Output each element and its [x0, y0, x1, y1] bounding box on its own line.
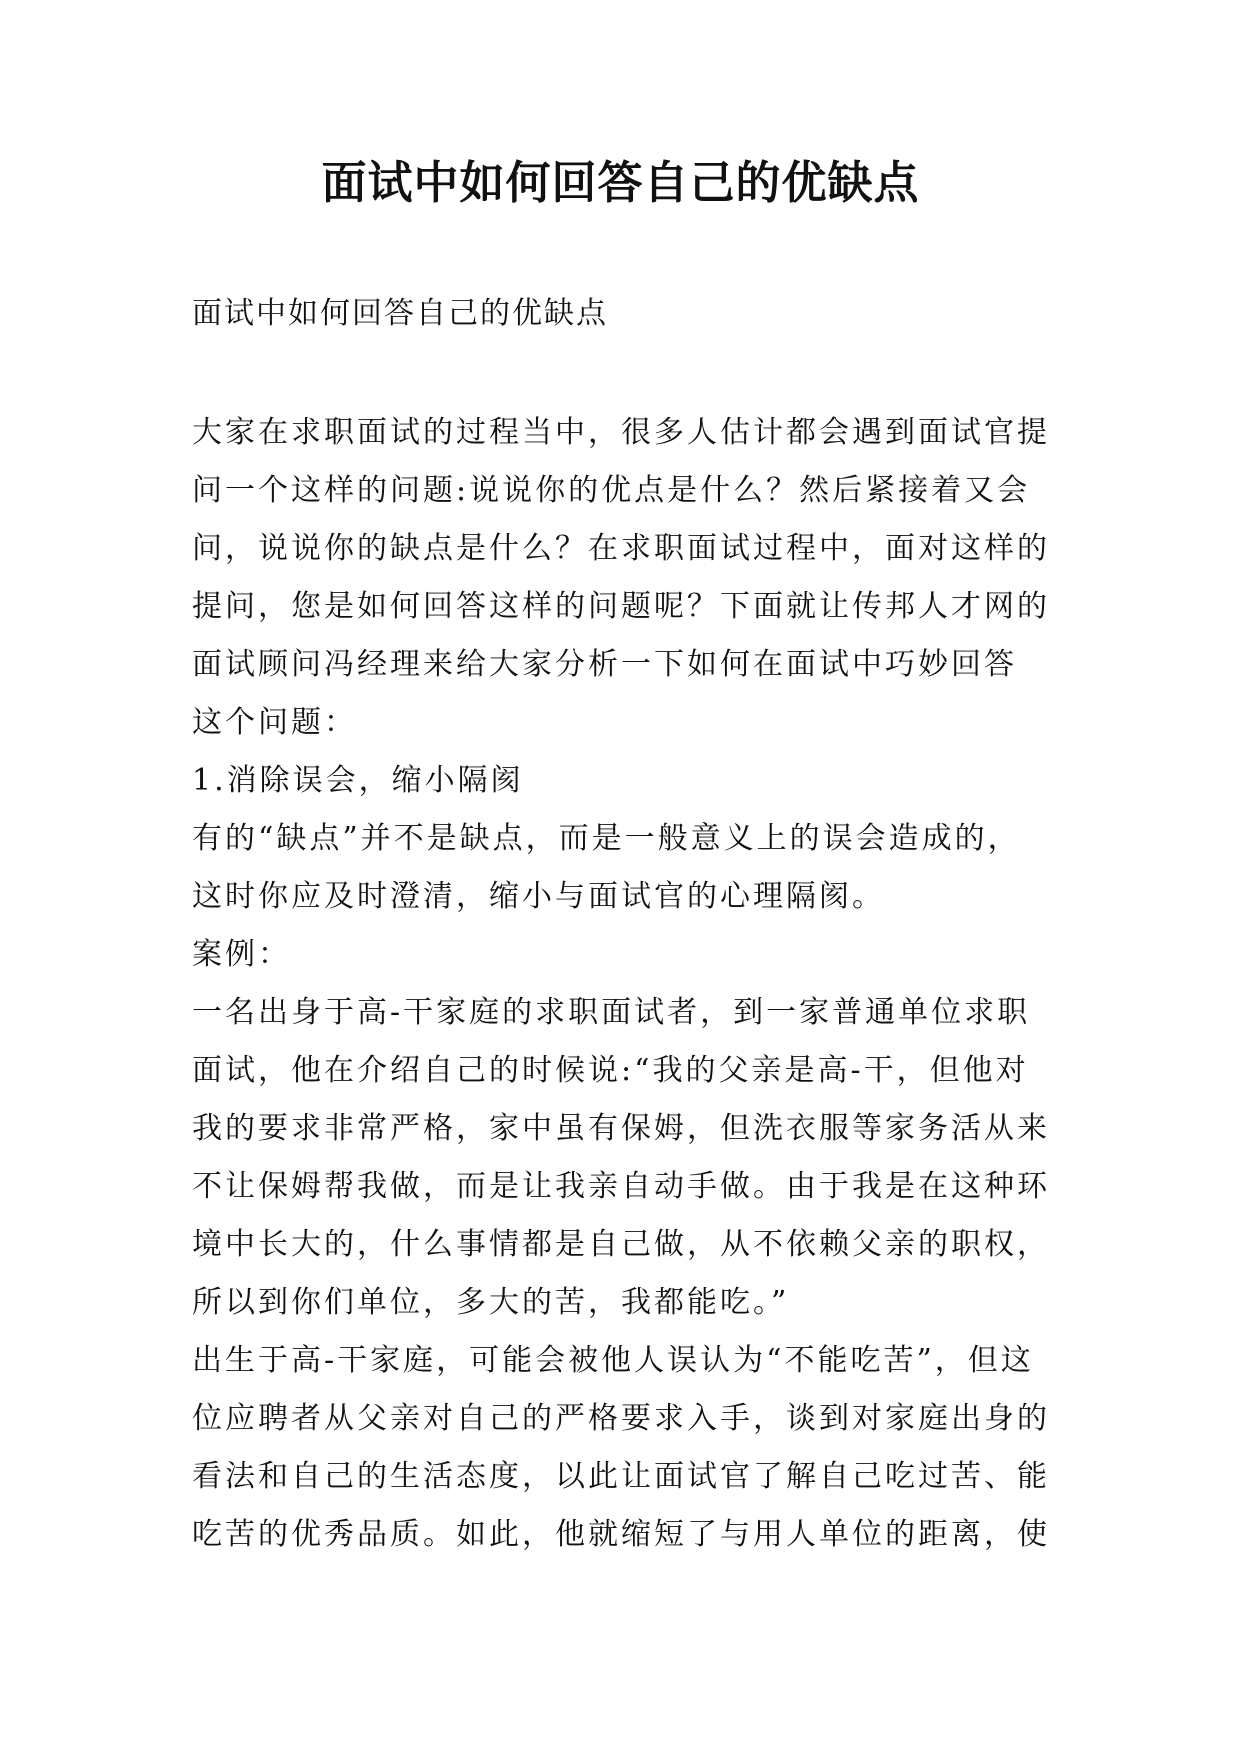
body-line: 出生于高-干家庭，可能会被他人误认为“不能吃苦”，但这: [192, 1343, 1034, 1378]
body-line: 吃苦的优秀品质。如此，他就缩短了与用人单位的距离，使: [192, 1517, 1050, 1552]
body-line: 这个问题：: [192, 705, 357, 740]
body-line: 问一个这样的问题:说说你的优点是什么？然后紧接着又会: [192, 473, 1031, 508]
body-line: 位应聘者从父亲对自己的严格要求入手，谈到对家庭出身的: [192, 1401, 1050, 1436]
document-title: 面试中如何回答自己的优缺点: [321, 156, 920, 209]
body-line: 大家在求职面试的过程当中，很多人估计都会遇到面试官提: [192, 415, 1050, 450]
body-line: 面试顾问冯经理来给大家分析一下如何在面试中巧妙回答: [192, 647, 1017, 682]
section-heading: 1.消除误会，缩小隔阂: [192, 763, 524, 798]
document-subtitle: 面试中如何回答自己的优缺点: [192, 296, 608, 331]
body-line: 问，说说你的缺点是什么？在求职面试过程中，面对这样的: [192, 531, 1050, 566]
body-line: 一名出身于高-干家庭的求职面试者，到一家普通单位求职: [192, 995, 1031, 1030]
body-line: 提问，您是如何回答这样的问题呢？下面就让传邦人才网的: [192, 589, 1050, 624]
body-line: 境中长大的，什么事情都是自己做，从不依赖父亲的职权，: [192, 1227, 1050, 1262]
document-body: [192, 404, 1064, 1564]
body-line: 看法和自己的生活态度，以此让面试官了解自己吃过苦、能: [192, 1459, 1050, 1494]
body-line: 有的“缺点”并不是缺点，而是一般意义上的误会造成的，: [192, 821, 1021, 856]
body-line: 所以到你们单位，多大的苦，我都能吃。”: [192, 1285, 790, 1320]
body-line: 不让保姆帮我做，而是让我亲自动手做。由于我是在这种环: [192, 1169, 1050, 1204]
case-label: 案例：: [192, 937, 291, 972]
body-line: 面试，他在介绍自己的时候说:“我的父亲是高-干，但他对: [192, 1053, 1029, 1088]
body-line: 这时你应及时澄清，缩小与面试官的心理隔阂。: [192, 879, 885, 914]
body-line: 我的要求非常严格，家中虽有保姆，但洗衣服等家务活从来: [192, 1111, 1050, 1146]
